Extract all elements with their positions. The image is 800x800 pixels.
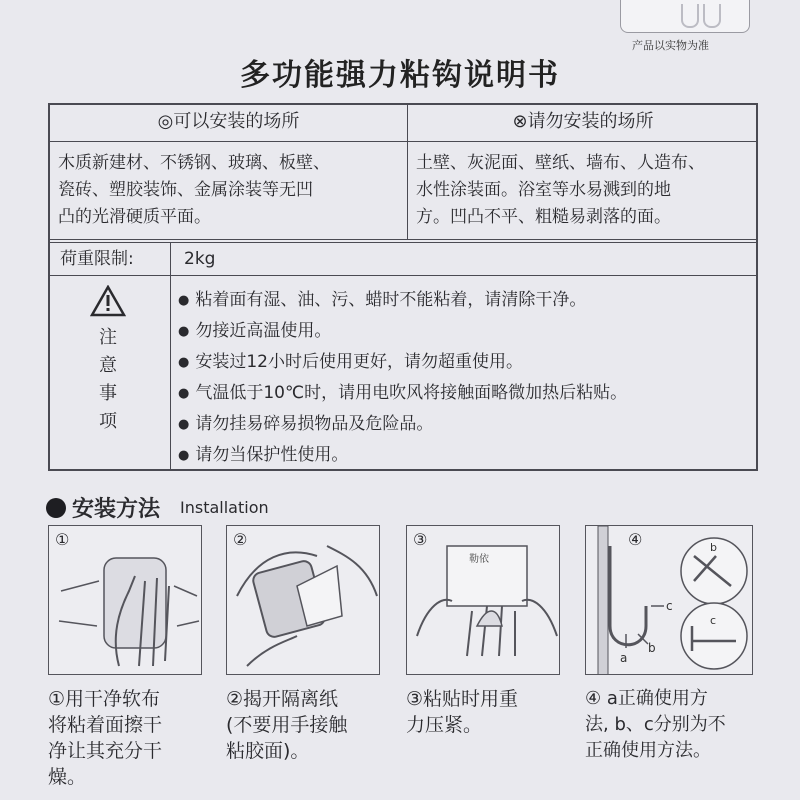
step-4-description: ④ a正确使用方 法, b、c分别为不 正确使用方法。 xyxy=(585,688,726,761)
cannot-install-header: ⊗请勿安装的场所 xyxy=(512,111,654,132)
installation-heading: 安装方法 Installation xyxy=(46,492,269,523)
list-item: ● 勿接近高温使用。 xyxy=(178,316,627,347)
load-limit-value: 2kg xyxy=(184,249,216,269)
step-1-illustration: ① xyxy=(48,525,202,675)
bullet-dot-icon xyxy=(46,498,66,518)
notice-list xyxy=(178,285,627,471)
step-2-illustration: ② xyxy=(226,525,380,675)
can-install-header: ◎可以安装的场所 xyxy=(157,111,300,132)
product-photo xyxy=(620,0,750,33)
list-item: ● 气温低于10℃时，请用电吹风将接触面略微加热后粘贴。 xyxy=(178,378,627,409)
svg-text:b: b xyxy=(648,641,656,655)
step-2-description: ②揭开隔离纸 (不要用手接触 粘胶面)。 xyxy=(226,688,348,762)
svg-text:a: a xyxy=(620,651,628,665)
list-item: ● 请勿挂易碎易损物品及危险品。 xyxy=(178,409,627,440)
hook-shape xyxy=(681,4,699,28)
list-item: ● 请勿当保护性使用。 xyxy=(178,440,627,471)
svg-text:b: b xyxy=(710,541,717,554)
step-3-illustration: ③ 勒依 xyxy=(406,525,560,675)
hook-usage-icon xyxy=(586,526,753,675)
step-3-description: ③粘贴时用重 力压紧。 xyxy=(406,688,519,736)
press-hook-icon xyxy=(407,526,560,675)
can-install-text: 木质新建材、不锈钢、玻璃、板壁、 瓷砖、塑胶装饰、金属涂装等无凹 凸的光滑硬质平面。 xyxy=(58,153,330,227)
page-title: 多功能强力粘钩说明书 xyxy=(240,58,560,93)
wiping-hand-icon xyxy=(49,526,202,675)
photo-caption: 产品以实物为准 xyxy=(632,39,709,52)
list-item: ● 粘着面有湿、油、污、蜡时不能粘着，请清除干净。 xyxy=(178,285,627,316)
peel-film-icon xyxy=(227,526,380,675)
warning-triangle-icon xyxy=(90,285,126,317)
step-4-illustration: ④ c a b b c xyxy=(585,525,753,675)
info-table xyxy=(48,103,758,471)
notice-label: 注 意 事 项 xyxy=(78,285,138,433)
hook-shape xyxy=(703,4,721,28)
svg-text:勒依: 勒依 xyxy=(469,554,489,565)
svg-text:c: c xyxy=(666,599,673,613)
step-1-description: ①用干净软布 将粘着面擦干 净让其充分干 燥。 xyxy=(48,688,163,788)
load-limit-label: 荷重限制: xyxy=(60,249,134,269)
list-item: ● 安装过12小时后使用更好，请勿超重使用。 xyxy=(178,347,627,378)
svg-text:c: c xyxy=(710,614,717,627)
cannot-install-text: 土壁、灰泥面、壁纸、墙布、人造布、 水性涂装面。浴室等水易溅到的地 方。凹凸不平、粗糙易剥落的面。 xyxy=(416,153,705,227)
